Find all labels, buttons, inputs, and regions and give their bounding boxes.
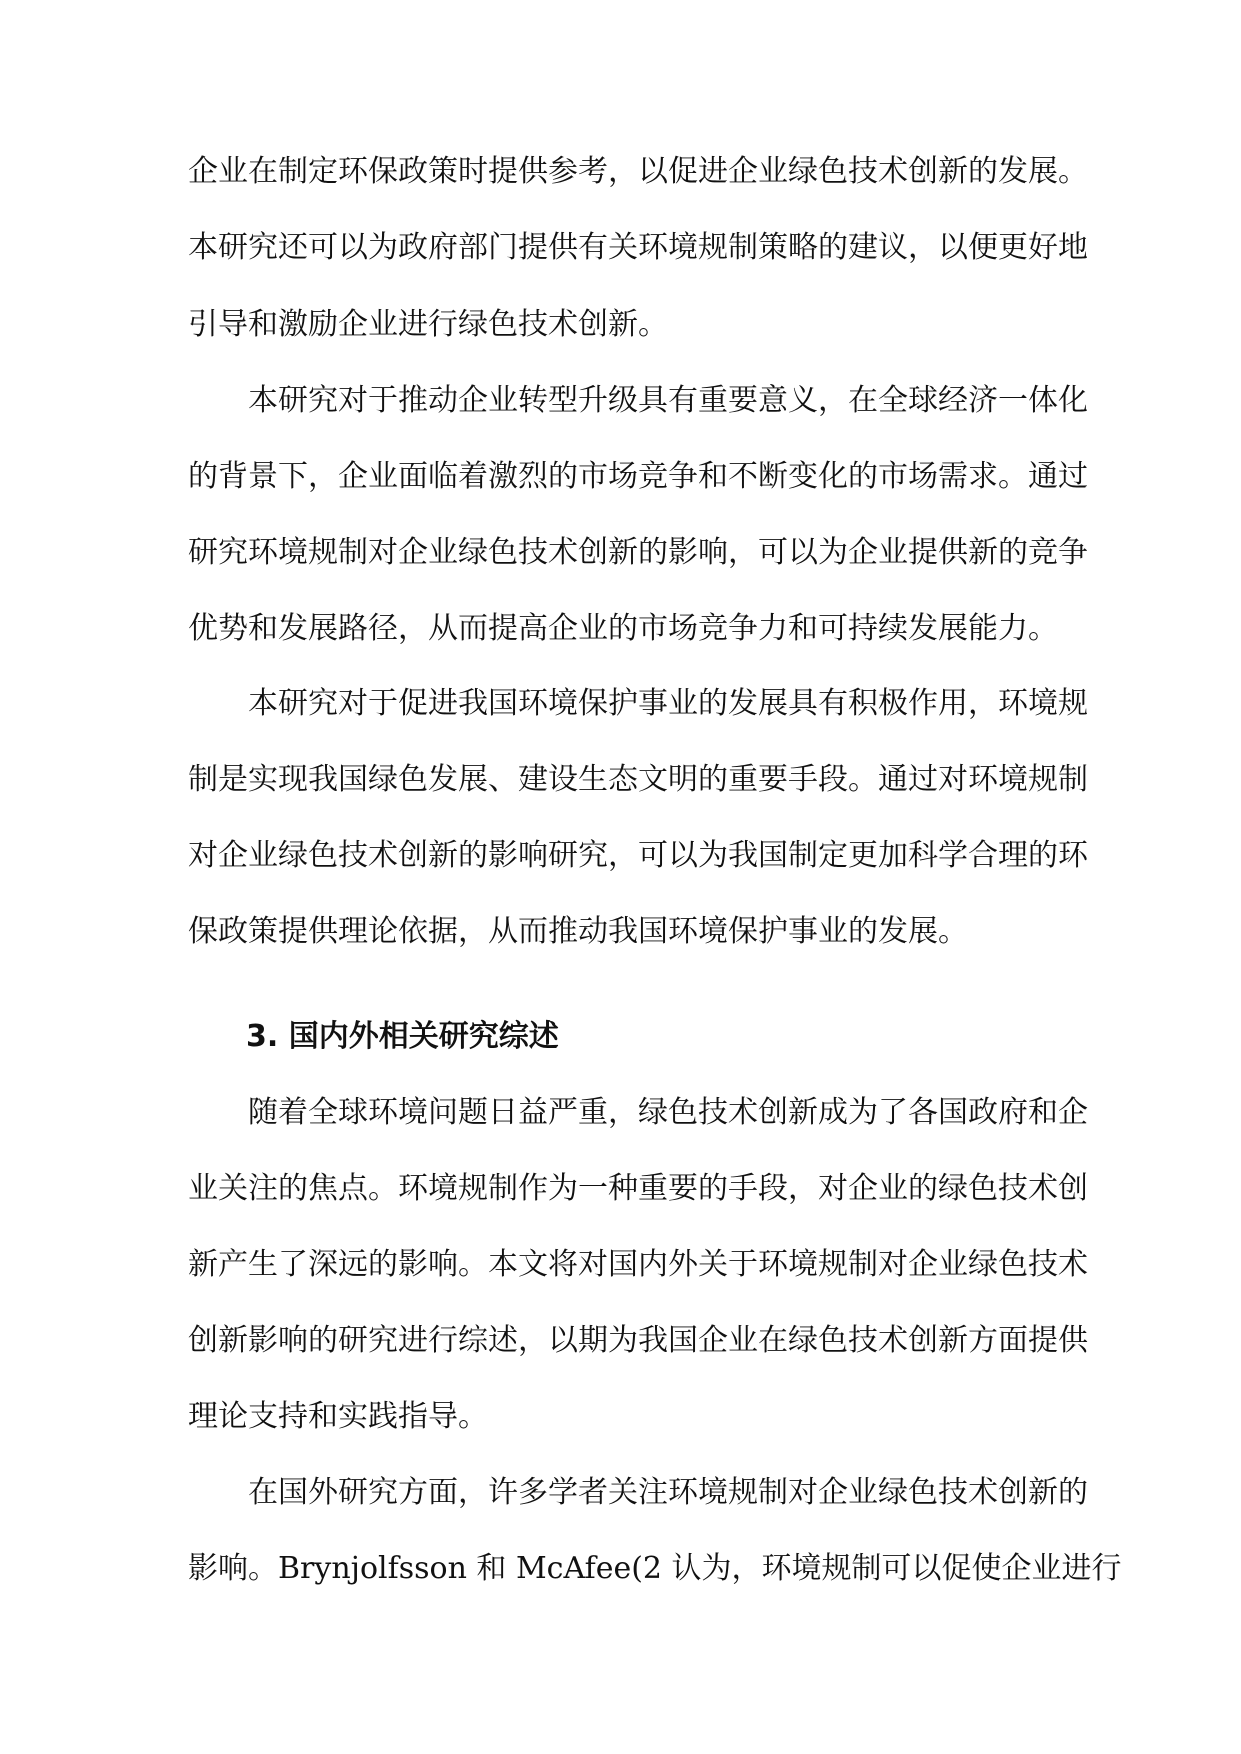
text-line: 对企业绿色技术创新的影响研究，可以为我国制定更加科学合理的环 <box>188 838 1088 873</box>
text-line: 引导和激励企业进行绿色技术创新。 <box>188 307 668 342</box>
section-heading: 3. 国内外相关研究综述 <box>246 1019 559 1054</box>
text-line: 制是实现我国绿色发展、建设生态文明的重要手段。通过对环境规制 <box>188 762 1088 797</box>
text-line: 新产生了深远的影响。本文将对国内外关于环境规制对企业绿色技术 <box>188 1247 1088 1282</box>
text-line: 研究环境规制对企业绿色技术创新的影响，可以为企业提供新的竞争 <box>188 535 1088 570</box>
text-line: 保政策提供理论依据，从而推动我国环境保护事业的发展。 <box>188 914 968 949</box>
paragraph-first-line: 本研究对于推动企业转型升级具有重要意义，在全球经济一体化 <box>248 383 1088 418</box>
text-line: 的背景下，企业面临着激烈的市场竞争和不断变化的市场需求。通过 <box>188 459 1088 494</box>
text-line: 业关注的焦点。环境规制作为一种重要的手段，对企业的绿色技术创 <box>188 1171 1088 1206</box>
text-line: 影响。Brynjolfsson 和 McAfee(2 认为，环境规制可以促使企业进行 <box>188 1551 1122 1586</box>
text-line: 理论支持和实践指导。 <box>188 1399 488 1434</box>
paragraph-first-line: 在国外研究方面，许多学者关注环境规制对企业绿色技术创新的 <box>248 1475 1088 1510</box>
text-line: 优势和发展路径，从而提高企业的市场竞争力和可持续发展能力。 <box>188 611 1058 646</box>
paragraph-first-line: 本研究对于促进我国环境保护事业的发展具有积极作用，环境规 <box>248 686 1088 721</box>
paragraph-first-line: 随着全球环境问题日益严重，绿色技术创新成为了各国政府和企 <box>248 1095 1088 1130</box>
text-line: 企业在制定环保政策时提供参考，以促进企业绿色技术创新的发展。 <box>188 154 1088 189</box>
text-line: 创新影响的研究进行综述，以期为我国企业在绿色技术创新方面提供 <box>188 1323 1088 1358</box>
text-line: 本研究还可以为政府部门提供有关环境规制策略的建议，以便更好地 <box>188 230 1088 265</box>
